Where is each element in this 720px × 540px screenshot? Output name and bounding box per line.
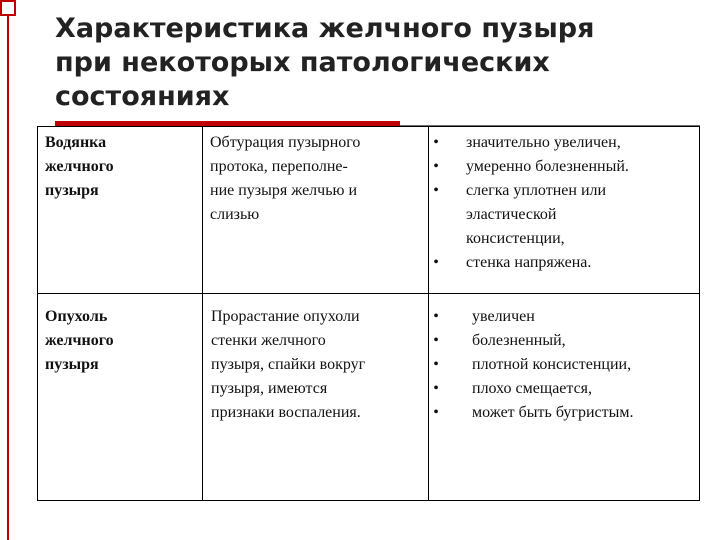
signs-list-item	[430, 179, 698, 203]
table-column-divider	[202, 127, 203, 500]
cause-line: Обтурация пузырного	[210, 134, 361, 151]
title-line: при некоторых патологических	[55, 47, 550, 78]
cause-line: протока, переполне-	[210, 158, 348, 175]
signs-list-item	[430, 329, 698, 353]
bullet-icon: •	[433, 308, 439, 325]
signs-list-item	[430, 353, 698, 377]
signs-list-item	[430, 251, 698, 275]
signs-list-item	[430, 305, 698, 329]
bullet-icon: •	[433, 404, 439, 421]
condition-cell	[45, 305, 114, 377]
cause-line: стенки желчного	[211, 332, 326, 349]
sign-text: умеренно болезненный.	[466, 158, 629, 175]
title-line: Характеристика желчного пузыря	[55, 13, 595, 44]
condition-line: желчного	[45, 332, 114, 349]
sign-text: плотной консистенции,	[472, 356, 632, 373]
slide-title	[55, 12, 695, 114]
cause-line: признаки воспаления.	[211, 404, 361, 421]
table-column-divider	[428, 127, 429, 500]
signs-list-item	[430, 377, 698, 401]
condition-cell	[45, 131, 114, 203]
condition-line: Опухоль	[45, 308, 108, 325]
bullet-icon: •	[433, 356, 439, 373]
bullet-icon: •	[433, 254, 439, 271]
cause-line: Прорастание опухоли	[211, 308, 360, 325]
sign-text: болезненный,	[472, 332, 566, 349]
signs-list	[430, 305, 698, 425]
cause-line: слизью	[210, 206, 260, 223]
cause-cell	[211, 305, 365, 425]
cause-line: пузыря, имеются	[211, 380, 328, 397]
bullet-icon: •	[433, 134, 439, 151]
bullet-icon: •	[433, 182, 439, 199]
signs-list-item	[430, 227, 698, 251]
condition-line: пузыря	[45, 182, 99, 199]
bullet-icon: •	[433, 332, 439, 349]
condition-line: Водянка	[45, 134, 107, 151]
sign-text: слегка уплотнен или	[466, 182, 607, 199]
signs-list-item	[430, 155, 698, 179]
signs-list-item	[430, 131, 698, 155]
bullet-icon: •	[433, 380, 439, 397]
table-row-divider	[38, 293, 699, 294]
sign-text: плохо смещается,	[472, 380, 593, 397]
cause-line: ние пузыря желчью и	[210, 182, 358, 199]
bullet-icon: •	[433, 158, 439, 175]
sign-text: увеличен	[472, 308, 535, 325]
sign-text: эластической	[466, 206, 557, 223]
signs-list	[430, 131, 698, 275]
sign-text: консистенции,	[466, 230, 565, 247]
cause-line: пузыря, спайки вокруг	[211, 356, 366, 373]
signs-list-item	[430, 401, 698, 425]
condition-line: пузыря	[45, 356, 99, 373]
cause-cell	[210, 131, 360, 227]
pathology-table	[37, 126, 700, 501]
sign-text: стенка напряжена.	[466, 254, 592, 271]
title-line: состояниях	[55, 81, 230, 112]
slide-frame-line	[7, 14, 9, 540]
sign-text: значительно увеличен,	[466, 134, 621, 151]
sign-text: может быть бугристым.	[472, 404, 634, 421]
condition-line: желчного	[45, 158, 114, 175]
signs-list-item	[430, 203, 698, 227]
